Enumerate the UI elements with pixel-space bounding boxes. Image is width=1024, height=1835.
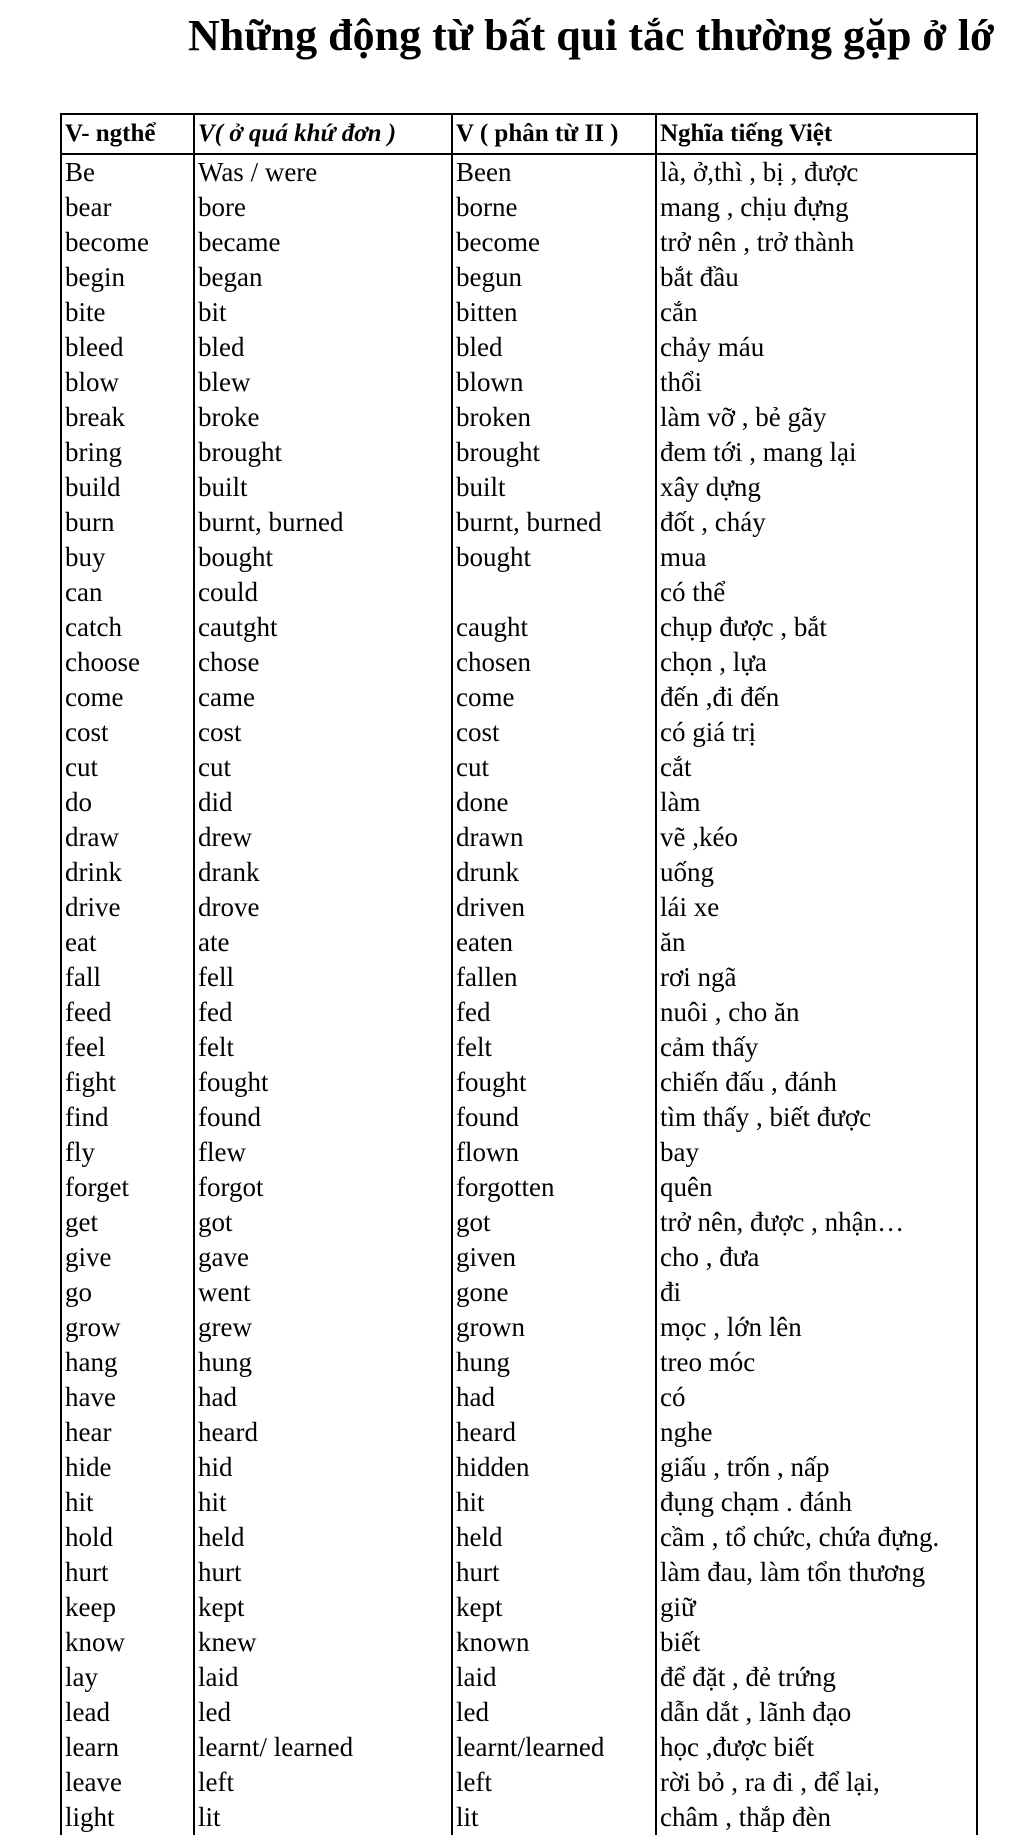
table-row bbox=[61, 330, 977, 365]
cell-past-simple: hit bbox=[194, 1485, 452, 1520]
cell-base-form: bleed bbox=[61, 330, 194, 365]
cell-base-form: begin bbox=[61, 260, 194, 295]
cell-past-participle: bled bbox=[452, 330, 656, 365]
cell-base-form: leave bbox=[61, 1765, 194, 1800]
cell-meaning: giữ bbox=[656, 1590, 977, 1625]
cell-past-simple: cautght bbox=[194, 610, 452, 645]
table-row bbox=[61, 225, 977, 260]
cell-past-participle: got bbox=[452, 1205, 656, 1240]
cell-past-simple: fell bbox=[194, 960, 452, 995]
cell-base-form: do bbox=[61, 785, 194, 820]
table-row bbox=[61, 1730, 977, 1765]
cell-past-participle: left bbox=[452, 1765, 656, 1800]
cell-past-simple: became bbox=[194, 225, 452, 260]
cell-meaning: mang , chịu đựng bbox=[656, 190, 977, 225]
cell-past-simple: kept bbox=[194, 1590, 452, 1625]
cell-meaning: là, ở,thì , bị , được bbox=[656, 154, 977, 190]
table-row bbox=[61, 1415, 977, 1450]
cell-past-simple: Was / were bbox=[194, 154, 452, 190]
cell-base-form: bite bbox=[61, 295, 194, 330]
table-row bbox=[61, 1240, 977, 1275]
cell-past-participle: done bbox=[452, 785, 656, 820]
cell-past-simple: gave bbox=[194, 1240, 452, 1275]
table-row bbox=[61, 1625, 977, 1660]
page-title: Những động từ bất qui tắc thường gặp ở lớ bbox=[188, 11, 995, 60]
cell-meaning: có bbox=[656, 1380, 977, 1415]
cell-past-participle: heard bbox=[452, 1415, 656, 1450]
cell-past-simple: hung bbox=[194, 1345, 452, 1380]
cell-base-form: know bbox=[61, 1625, 194, 1660]
table-row bbox=[61, 365, 977, 400]
table-row bbox=[61, 1450, 977, 1485]
cell-base-form: choose bbox=[61, 645, 194, 680]
cell-past-simple: had bbox=[194, 1380, 452, 1415]
table-row bbox=[61, 1765, 977, 1800]
table-row bbox=[61, 1555, 977, 1590]
cell-base-form: fight bbox=[61, 1065, 194, 1100]
cell-base-form: get bbox=[61, 1205, 194, 1240]
cell-past-participle: caught bbox=[452, 610, 656, 645]
cell-past-participle: fallen bbox=[452, 960, 656, 995]
cell-meaning: ăn bbox=[656, 925, 977, 960]
cell-base-form: hide bbox=[61, 1450, 194, 1485]
cell-past-simple: held bbox=[194, 1520, 452, 1555]
cell-past-participle: bitten bbox=[452, 295, 656, 330]
cell-base-form: fall bbox=[61, 960, 194, 995]
cell-base-form: hit bbox=[61, 1485, 194, 1520]
cell-past-participle: cost bbox=[452, 715, 656, 750]
cell-meaning: đốt , cháy bbox=[656, 505, 977, 540]
table-row bbox=[61, 785, 977, 820]
cell-past-participle: built bbox=[452, 470, 656, 505]
table-row bbox=[61, 190, 977, 225]
cell-past-simple: left bbox=[194, 1765, 452, 1800]
cell-past-simple: lit bbox=[194, 1800, 452, 1835]
cell-base-form: become bbox=[61, 225, 194, 260]
table-row bbox=[61, 1065, 977, 1100]
table-row bbox=[61, 1135, 977, 1170]
cell-meaning: làm đau, làm tổn thương bbox=[656, 1555, 977, 1590]
cell-past-simple: drank bbox=[194, 855, 452, 890]
table-row bbox=[61, 505, 977, 540]
cell-past-participle: fought bbox=[452, 1065, 656, 1100]
table-row bbox=[61, 435, 977, 470]
cell-past-participle: learnt/learned bbox=[452, 1730, 656, 1765]
table-row bbox=[61, 645, 977, 680]
cell-past-participle: kept bbox=[452, 1590, 656, 1625]
table-row bbox=[61, 680, 977, 715]
table-row bbox=[61, 1030, 977, 1065]
cell-base-form: light bbox=[61, 1800, 194, 1835]
cell-past-simple: grew bbox=[194, 1310, 452, 1345]
table-row bbox=[61, 400, 977, 435]
cell-meaning: mua bbox=[656, 540, 977, 575]
table-row bbox=[61, 750, 977, 785]
cell-base-form: learn bbox=[61, 1730, 194, 1765]
cell-past-simple: hid bbox=[194, 1450, 452, 1485]
header-past-participle: V ( phân từ II ) bbox=[452, 114, 656, 154]
cell-base-form: break bbox=[61, 400, 194, 435]
cell-past-participle: forgotten bbox=[452, 1170, 656, 1205]
cell-past-simple: laid bbox=[194, 1660, 452, 1695]
table-row bbox=[61, 1660, 977, 1695]
table-row bbox=[61, 1100, 977, 1135]
header-vietnamese-meaning: Nghĩa tiếng Việt bbox=[656, 114, 977, 154]
header-past-simple: V( ở quá khứ đơn ) bbox=[194, 114, 452, 154]
cell-base-form: hang bbox=[61, 1345, 194, 1380]
cell-past-participle: hung bbox=[452, 1345, 656, 1380]
cell-past-simple: forgot bbox=[194, 1170, 452, 1205]
cell-base-form: buy bbox=[61, 540, 194, 575]
cell-base-form: hurt bbox=[61, 1555, 194, 1590]
table-row bbox=[61, 1345, 977, 1380]
cell-meaning: vẽ ,kéo bbox=[656, 820, 977, 855]
cell-past-participle: laid bbox=[452, 1660, 656, 1695]
cell-past-participle: burnt, burned bbox=[452, 505, 656, 540]
cell-past-participle: hit bbox=[452, 1485, 656, 1520]
cell-past-simple: went bbox=[194, 1275, 452, 1310]
cell-meaning: rời bỏ , ra đi , để lại, bbox=[656, 1765, 977, 1800]
cell-past-simple: chose bbox=[194, 645, 452, 680]
cell-past-simple: built bbox=[194, 470, 452, 505]
cell-base-form: have bbox=[61, 1380, 194, 1415]
cell-past-participle: brought bbox=[452, 435, 656, 470]
cell-meaning: bay bbox=[656, 1135, 977, 1170]
cell-meaning: biết bbox=[656, 1625, 977, 1660]
cell-meaning: treo móc bbox=[656, 1345, 977, 1380]
cell-past-simple: blew bbox=[194, 365, 452, 400]
cell-meaning: rơi ngã bbox=[656, 960, 977, 995]
table-row bbox=[61, 1590, 977, 1625]
cell-past-participle: Been bbox=[452, 154, 656, 190]
cell-past-participle: gone bbox=[452, 1275, 656, 1310]
cell-past-participle: borne bbox=[452, 190, 656, 225]
table-row bbox=[61, 925, 977, 960]
cell-meaning: bắt đầu bbox=[656, 260, 977, 295]
cell-base-form: drink bbox=[61, 855, 194, 890]
cell-meaning: chảy máu bbox=[656, 330, 977, 365]
table-row bbox=[61, 890, 977, 925]
cell-past-participle: grown bbox=[452, 1310, 656, 1345]
cell-meaning: làm vỡ , bẻ gãy bbox=[656, 400, 977, 435]
cell-past-simple: did bbox=[194, 785, 452, 820]
table-row bbox=[61, 960, 977, 995]
cell-meaning: có giá trị bbox=[656, 715, 977, 750]
cell-past-simple: ate bbox=[194, 925, 452, 960]
cell-past-participle: hurt bbox=[452, 1555, 656, 1590]
cell-past-participle: held bbox=[452, 1520, 656, 1555]
cell-meaning: châm , thắp đèn bbox=[656, 1800, 977, 1835]
cell-meaning: chụp được , bắt bbox=[656, 610, 977, 645]
cell-past-participle: hidden bbox=[452, 1450, 656, 1485]
cell-past-participle: led bbox=[452, 1695, 656, 1730]
table-row bbox=[61, 1380, 977, 1415]
cell-meaning: đến ,đi đến bbox=[656, 680, 977, 715]
table-row bbox=[61, 1695, 977, 1730]
cell-base-form: catch bbox=[61, 610, 194, 645]
cell-meaning: dẫn dắt , lãnh đạo bbox=[656, 1695, 977, 1730]
cell-past-simple: bought bbox=[194, 540, 452, 575]
cell-past-participle: driven bbox=[452, 890, 656, 925]
table-row bbox=[61, 1275, 977, 1310]
cell-past-simple: hurt bbox=[194, 1555, 452, 1590]
cell-base-form: draw bbox=[61, 820, 194, 855]
cell-base-form: find bbox=[61, 1100, 194, 1135]
cell-past-participle: lit bbox=[452, 1800, 656, 1835]
cell-past-participle: given bbox=[452, 1240, 656, 1275]
cell-past-simple: knew bbox=[194, 1625, 452, 1660]
cell-past-simple: bled bbox=[194, 330, 452, 365]
cell-base-form: bring bbox=[61, 435, 194, 470]
cell-meaning: cảm thấy bbox=[656, 1030, 977, 1065]
cell-base-form: hold bbox=[61, 1520, 194, 1555]
cell-past-simple: fed bbox=[194, 995, 452, 1030]
cell-past-simple: cut bbox=[194, 750, 452, 785]
irregular-verbs-table bbox=[60, 113, 978, 1835]
header-base-form: V- ngthể bbox=[61, 114, 194, 154]
cell-past-participle: known bbox=[452, 1625, 656, 1660]
cell-base-form: drive bbox=[61, 890, 194, 925]
table-body bbox=[61, 154, 977, 1835]
cell-past-participle: had bbox=[452, 1380, 656, 1415]
cell-meaning: tìm thấy , biết được bbox=[656, 1100, 977, 1135]
cell-meaning: trở nên, được , nhận… bbox=[656, 1205, 977, 1240]
cell-base-form: give bbox=[61, 1240, 194, 1275]
cell-meaning: xây dựng bbox=[656, 470, 977, 505]
cell-base-form: bear bbox=[61, 190, 194, 225]
cell-meaning: nghe bbox=[656, 1415, 977, 1450]
cell-base-form: come bbox=[61, 680, 194, 715]
cell-past-simple: could bbox=[194, 575, 452, 610]
cell-base-form: keep bbox=[61, 1590, 194, 1625]
table-row bbox=[61, 470, 977, 505]
cell-past-participle: chosen bbox=[452, 645, 656, 680]
cell-past-simple: broke bbox=[194, 400, 452, 435]
cell-past-simple: cost bbox=[194, 715, 452, 750]
cell-past-participle: found bbox=[452, 1100, 656, 1135]
table-row bbox=[61, 1310, 977, 1345]
cell-base-form: cut bbox=[61, 750, 194, 785]
cell-past-participle: become bbox=[452, 225, 656, 260]
table-row bbox=[61, 855, 977, 890]
table-row bbox=[61, 1800, 977, 1835]
table-row bbox=[61, 1520, 977, 1555]
cell-meaning: để đặt , đẻ trứng bbox=[656, 1660, 977, 1695]
cell-meaning: quên bbox=[656, 1170, 977, 1205]
cell-base-form: grow bbox=[61, 1310, 194, 1345]
table-row bbox=[61, 540, 977, 575]
cell-meaning: cầm , tổ chức, chứa đựng. bbox=[656, 1520, 977, 1555]
cell-past-simple: learnt/ learned bbox=[194, 1730, 452, 1765]
cell-meaning: cắt bbox=[656, 750, 977, 785]
cell-base-form: lay bbox=[61, 1660, 194, 1695]
cell-base-form: forget bbox=[61, 1170, 194, 1205]
cell-past-participle: come bbox=[452, 680, 656, 715]
cell-meaning: chọn , lựa bbox=[656, 645, 977, 680]
cell-past-participle: eaten bbox=[452, 925, 656, 960]
cell-base-form: feed bbox=[61, 995, 194, 1030]
cell-past-simple: heard bbox=[194, 1415, 452, 1450]
cell-base-form: can bbox=[61, 575, 194, 610]
cell-base-form: hear bbox=[61, 1415, 194, 1450]
table-row bbox=[61, 260, 977, 295]
table-row bbox=[61, 715, 977, 750]
cell-meaning: lái xe bbox=[656, 890, 977, 925]
cell-meaning: cho , đưa bbox=[656, 1240, 977, 1275]
cell-meaning: đem tới , mang lại bbox=[656, 435, 977, 470]
table-header-row bbox=[61, 114, 977, 154]
cell-past-simple: came bbox=[194, 680, 452, 715]
cell-base-form: fly bbox=[61, 1135, 194, 1170]
table-row bbox=[61, 820, 977, 855]
cell-past-participle: drawn bbox=[452, 820, 656, 855]
cell-past-simple: led bbox=[194, 1695, 452, 1730]
cell-meaning: đi bbox=[656, 1275, 977, 1310]
table-row bbox=[61, 295, 977, 330]
cell-past-participle: fed bbox=[452, 995, 656, 1030]
cell-past-simple: got bbox=[194, 1205, 452, 1240]
cell-past-simple: drove bbox=[194, 890, 452, 925]
cell-past-participle: flown bbox=[452, 1135, 656, 1170]
cell-past-participle: bought bbox=[452, 540, 656, 575]
cell-past-participle: broken bbox=[452, 400, 656, 435]
cell-base-form: build bbox=[61, 470, 194, 505]
table-row bbox=[61, 154, 977, 190]
table-row bbox=[61, 610, 977, 645]
cell-base-form: feel bbox=[61, 1030, 194, 1065]
cell-meaning: đụng chạm . đánh bbox=[656, 1485, 977, 1520]
cell-base-form: lead bbox=[61, 1695, 194, 1730]
cell-meaning: uống bbox=[656, 855, 977, 890]
table-row bbox=[61, 1205, 977, 1240]
cell-past-simple: bit bbox=[194, 295, 452, 330]
cell-past-simple: drew bbox=[194, 820, 452, 855]
cell-past-simple: flew bbox=[194, 1135, 452, 1170]
cell-meaning: nuôi , cho ăn bbox=[656, 995, 977, 1030]
cell-meaning: học ,được biết bbox=[656, 1730, 977, 1765]
cell-meaning: thổi bbox=[656, 365, 977, 400]
cell-base-form: go bbox=[61, 1275, 194, 1310]
cell-past-simple: found bbox=[194, 1100, 452, 1135]
table-row bbox=[61, 1170, 977, 1205]
cell-past-simple: bore bbox=[194, 190, 452, 225]
cell-past-simple: fought bbox=[194, 1065, 452, 1100]
cell-past-simple: felt bbox=[194, 1030, 452, 1065]
cell-past-participle: cut bbox=[452, 750, 656, 785]
cell-meaning: có thể bbox=[656, 575, 977, 610]
cell-base-form: Be bbox=[61, 154, 194, 190]
cell-base-form: eat bbox=[61, 925, 194, 960]
cell-base-form: blow bbox=[61, 365, 194, 400]
cell-meaning: giấu , trốn , nấp bbox=[656, 1450, 977, 1485]
cell-past-simple: began bbox=[194, 260, 452, 295]
cell-past-simple: burnt, burned bbox=[194, 505, 452, 540]
cell-past-participle: blown bbox=[452, 365, 656, 400]
cell-base-form: cost bbox=[61, 715, 194, 750]
cell-past-participle bbox=[452, 575, 656, 610]
cell-meaning: chiến đấu , đánh bbox=[656, 1065, 977, 1100]
cell-meaning: cắn bbox=[656, 295, 977, 330]
cell-past-participle: drunk bbox=[452, 855, 656, 890]
cell-past-simple: brought bbox=[194, 435, 452, 470]
table-row bbox=[61, 995, 977, 1030]
cell-past-participle: begun bbox=[452, 260, 656, 295]
table-row bbox=[61, 575, 977, 610]
cell-meaning: mọc , lớn lên bbox=[656, 1310, 977, 1345]
cell-meaning: trở nên , trở thành bbox=[656, 225, 977, 260]
cell-base-form: burn bbox=[61, 505, 194, 540]
cell-meaning: làm bbox=[656, 785, 977, 820]
table-row bbox=[61, 1485, 977, 1520]
cell-past-participle: felt bbox=[452, 1030, 656, 1065]
